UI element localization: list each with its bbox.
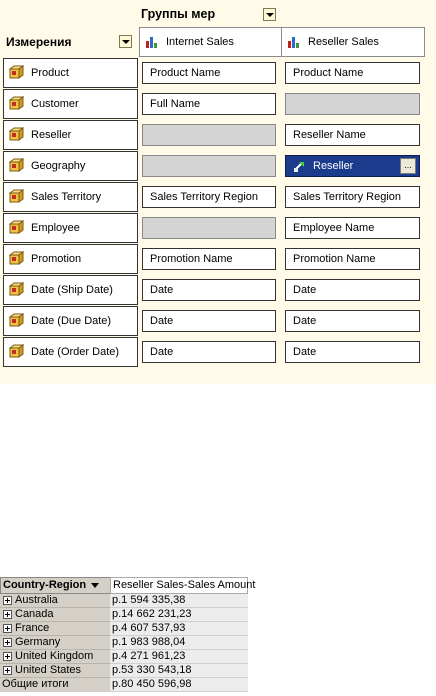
relationship-label: Date xyxy=(293,346,317,358)
grand-total-value: р.80 450 596,98 xyxy=(110,678,248,692)
pivot-row-header[interactable] xyxy=(0,664,111,678)
pivot-row-header[interactable] xyxy=(0,594,111,608)
pivot-value-cell: р.14 662 231,23 xyxy=(110,608,248,622)
relationship-label: Promotion Name xyxy=(150,253,233,265)
cube-dimension-icon xyxy=(9,313,24,328)
relationship-cell[interactable] xyxy=(142,62,276,84)
dimension-row[interactable] xyxy=(3,58,138,88)
plus-expand-icon[interactable] xyxy=(3,638,12,647)
relationship-cell[interactable] xyxy=(285,186,420,208)
chevron-down-icon[interactable] xyxy=(91,583,99,588)
relationship-label: Date xyxy=(150,346,174,358)
empty-relationship-cell[interactable] xyxy=(142,217,276,239)
plus-expand-icon[interactable] xyxy=(3,652,12,661)
row-field-label: Country-Region xyxy=(3,579,87,591)
dimension-row[interactable] xyxy=(3,182,138,212)
pivot-row-header[interactable] xyxy=(0,636,111,650)
dimension-label: Date (Ship Date) xyxy=(31,284,113,296)
relationship-label: Employee Name xyxy=(293,222,375,234)
empty-relationship-cell[interactable] xyxy=(142,124,276,146)
pivot-value-cell: р.53 330 543,18 xyxy=(110,664,248,678)
dimensions-header xyxy=(3,27,136,56)
regular-relationship-arrow-icon xyxy=(293,159,307,173)
country-label: France xyxy=(15,622,50,634)
dimension-row[interactable] xyxy=(3,275,138,305)
relationship-cell[interactable] xyxy=(285,310,420,332)
dimension-row[interactable] xyxy=(3,337,138,367)
pivot-value-cell: р.1 983 988,04 xyxy=(110,636,248,650)
dimension-row[interactable] xyxy=(3,244,138,274)
measure-groups-title: Группы мер xyxy=(141,7,216,21)
empty-relationship-cell[interactable] xyxy=(285,93,420,115)
relationship-label: Date xyxy=(150,315,174,327)
dimension-label: Date (Order Date) xyxy=(31,346,120,358)
relationship-label: Full Name xyxy=(150,98,201,110)
edit-relationship-button[interactable]: ... xyxy=(400,158,416,174)
bar-chart-icon xyxy=(287,35,301,49)
cube-dimension-icon xyxy=(9,127,24,142)
dimension-label: Sales Territory xyxy=(31,191,102,203)
country-label: Germany xyxy=(15,636,61,648)
relationship-cell[interactable] xyxy=(142,341,276,363)
relationship-label: Product Name xyxy=(293,67,364,79)
relationship-cell[interactable] xyxy=(285,217,420,239)
dimension-row[interactable] xyxy=(3,120,138,150)
relationship-label: Sales Territory Region xyxy=(293,191,402,203)
bar-chart-icon xyxy=(145,35,159,49)
country-label: United States xyxy=(15,664,82,676)
relationship-cell[interactable] xyxy=(142,93,276,115)
relationship-cell[interactable] xyxy=(285,124,420,146)
cube-dimension-icon xyxy=(9,96,24,111)
cube-dimension-icon xyxy=(9,158,24,173)
dimensions-dropdown-button[interactable] xyxy=(119,35,132,48)
pivot-value-cell: р.4 271 961,23 xyxy=(110,650,248,664)
row-field-header-country-region[interactable] xyxy=(0,577,111,594)
measure-group-label: Reseller Sales xyxy=(308,36,379,48)
plus-expand-icon[interactable] xyxy=(3,666,12,675)
dimension-label: Employee xyxy=(31,222,80,234)
cube-dimension-icon xyxy=(9,65,24,80)
relationship-cell[interactable] xyxy=(142,186,276,208)
relationship-label: Reseller xyxy=(313,160,354,172)
relationship-cell[interactable] xyxy=(142,310,276,332)
dimension-row[interactable] xyxy=(3,89,138,119)
dimension-row[interactable] xyxy=(3,151,138,181)
grand-total-label: Общие итоги xyxy=(0,678,111,692)
pivot-row-header[interactable] xyxy=(0,650,111,664)
relationship-label: Date xyxy=(293,315,317,327)
dimension-label: Product xyxy=(31,67,69,79)
dimension-label: Customer xyxy=(31,98,79,110)
dimension-row[interactable] xyxy=(3,306,138,336)
measure-groups-dropdown-button[interactable] xyxy=(263,8,276,21)
dimensions-title: Измерения xyxy=(6,35,72,49)
plus-expand-icon[interactable] xyxy=(3,624,12,633)
relationship-label: Date xyxy=(150,284,174,296)
relationship-cell[interactable] xyxy=(285,62,420,84)
country-label: Canada xyxy=(15,608,54,620)
measure-header: Reseller Sales-Sales Amount xyxy=(110,577,248,594)
plus-expand-icon[interactable] xyxy=(3,610,12,619)
relationship-label: Promotion Name xyxy=(293,253,376,265)
dimension-row[interactable] xyxy=(3,213,138,243)
pivot-value-cell: р.4 607 537,93 xyxy=(110,622,248,636)
pivot-row-header[interactable] xyxy=(0,608,111,622)
measure-group-label: Internet Sales xyxy=(166,36,234,48)
relationship-label: Reseller Name xyxy=(293,129,366,141)
pivot-value-cell: р.1 594 335,38 xyxy=(110,594,248,608)
relationship-cell[interactable] xyxy=(285,341,420,363)
relationship-cell[interactable] xyxy=(142,279,276,301)
selected-relationship-cell[interactable] xyxy=(285,155,420,177)
measure-group-header-internet-sales[interactable] xyxy=(139,27,282,57)
empty-relationship-cell[interactable] xyxy=(142,155,276,177)
dimension-label: Date (Due Date) xyxy=(31,315,112,327)
cube-dimension-icon xyxy=(9,251,24,266)
country-label: Australia xyxy=(15,594,58,606)
plus-expand-icon[interactable] xyxy=(3,596,12,605)
dimension-label: Reseller xyxy=(31,129,72,141)
cube-dimension-icon xyxy=(9,344,24,359)
pivot-row-header[interactable] xyxy=(0,622,111,636)
relationship-label: Date xyxy=(293,284,317,296)
dimension-label: Geography xyxy=(31,160,86,172)
country-label: United Kingdom xyxy=(15,650,94,662)
relationship-cell[interactable] xyxy=(285,279,420,301)
measure-group-header-reseller-sales[interactable] xyxy=(281,27,425,57)
relationship-cell[interactable] xyxy=(142,248,276,270)
cube-dimension-icon xyxy=(9,189,24,204)
relationship-label: Sales Territory Region xyxy=(150,191,259,203)
cube-dimension-icon xyxy=(9,282,24,297)
relationship-cell[interactable] xyxy=(285,248,420,270)
dimension-label: Promotion xyxy=(31,253,82,265)
cube-dimension-icon xyxy=(9,220,24,235)
relationship-label: Product Name xyxy=(150,67,221,79)
